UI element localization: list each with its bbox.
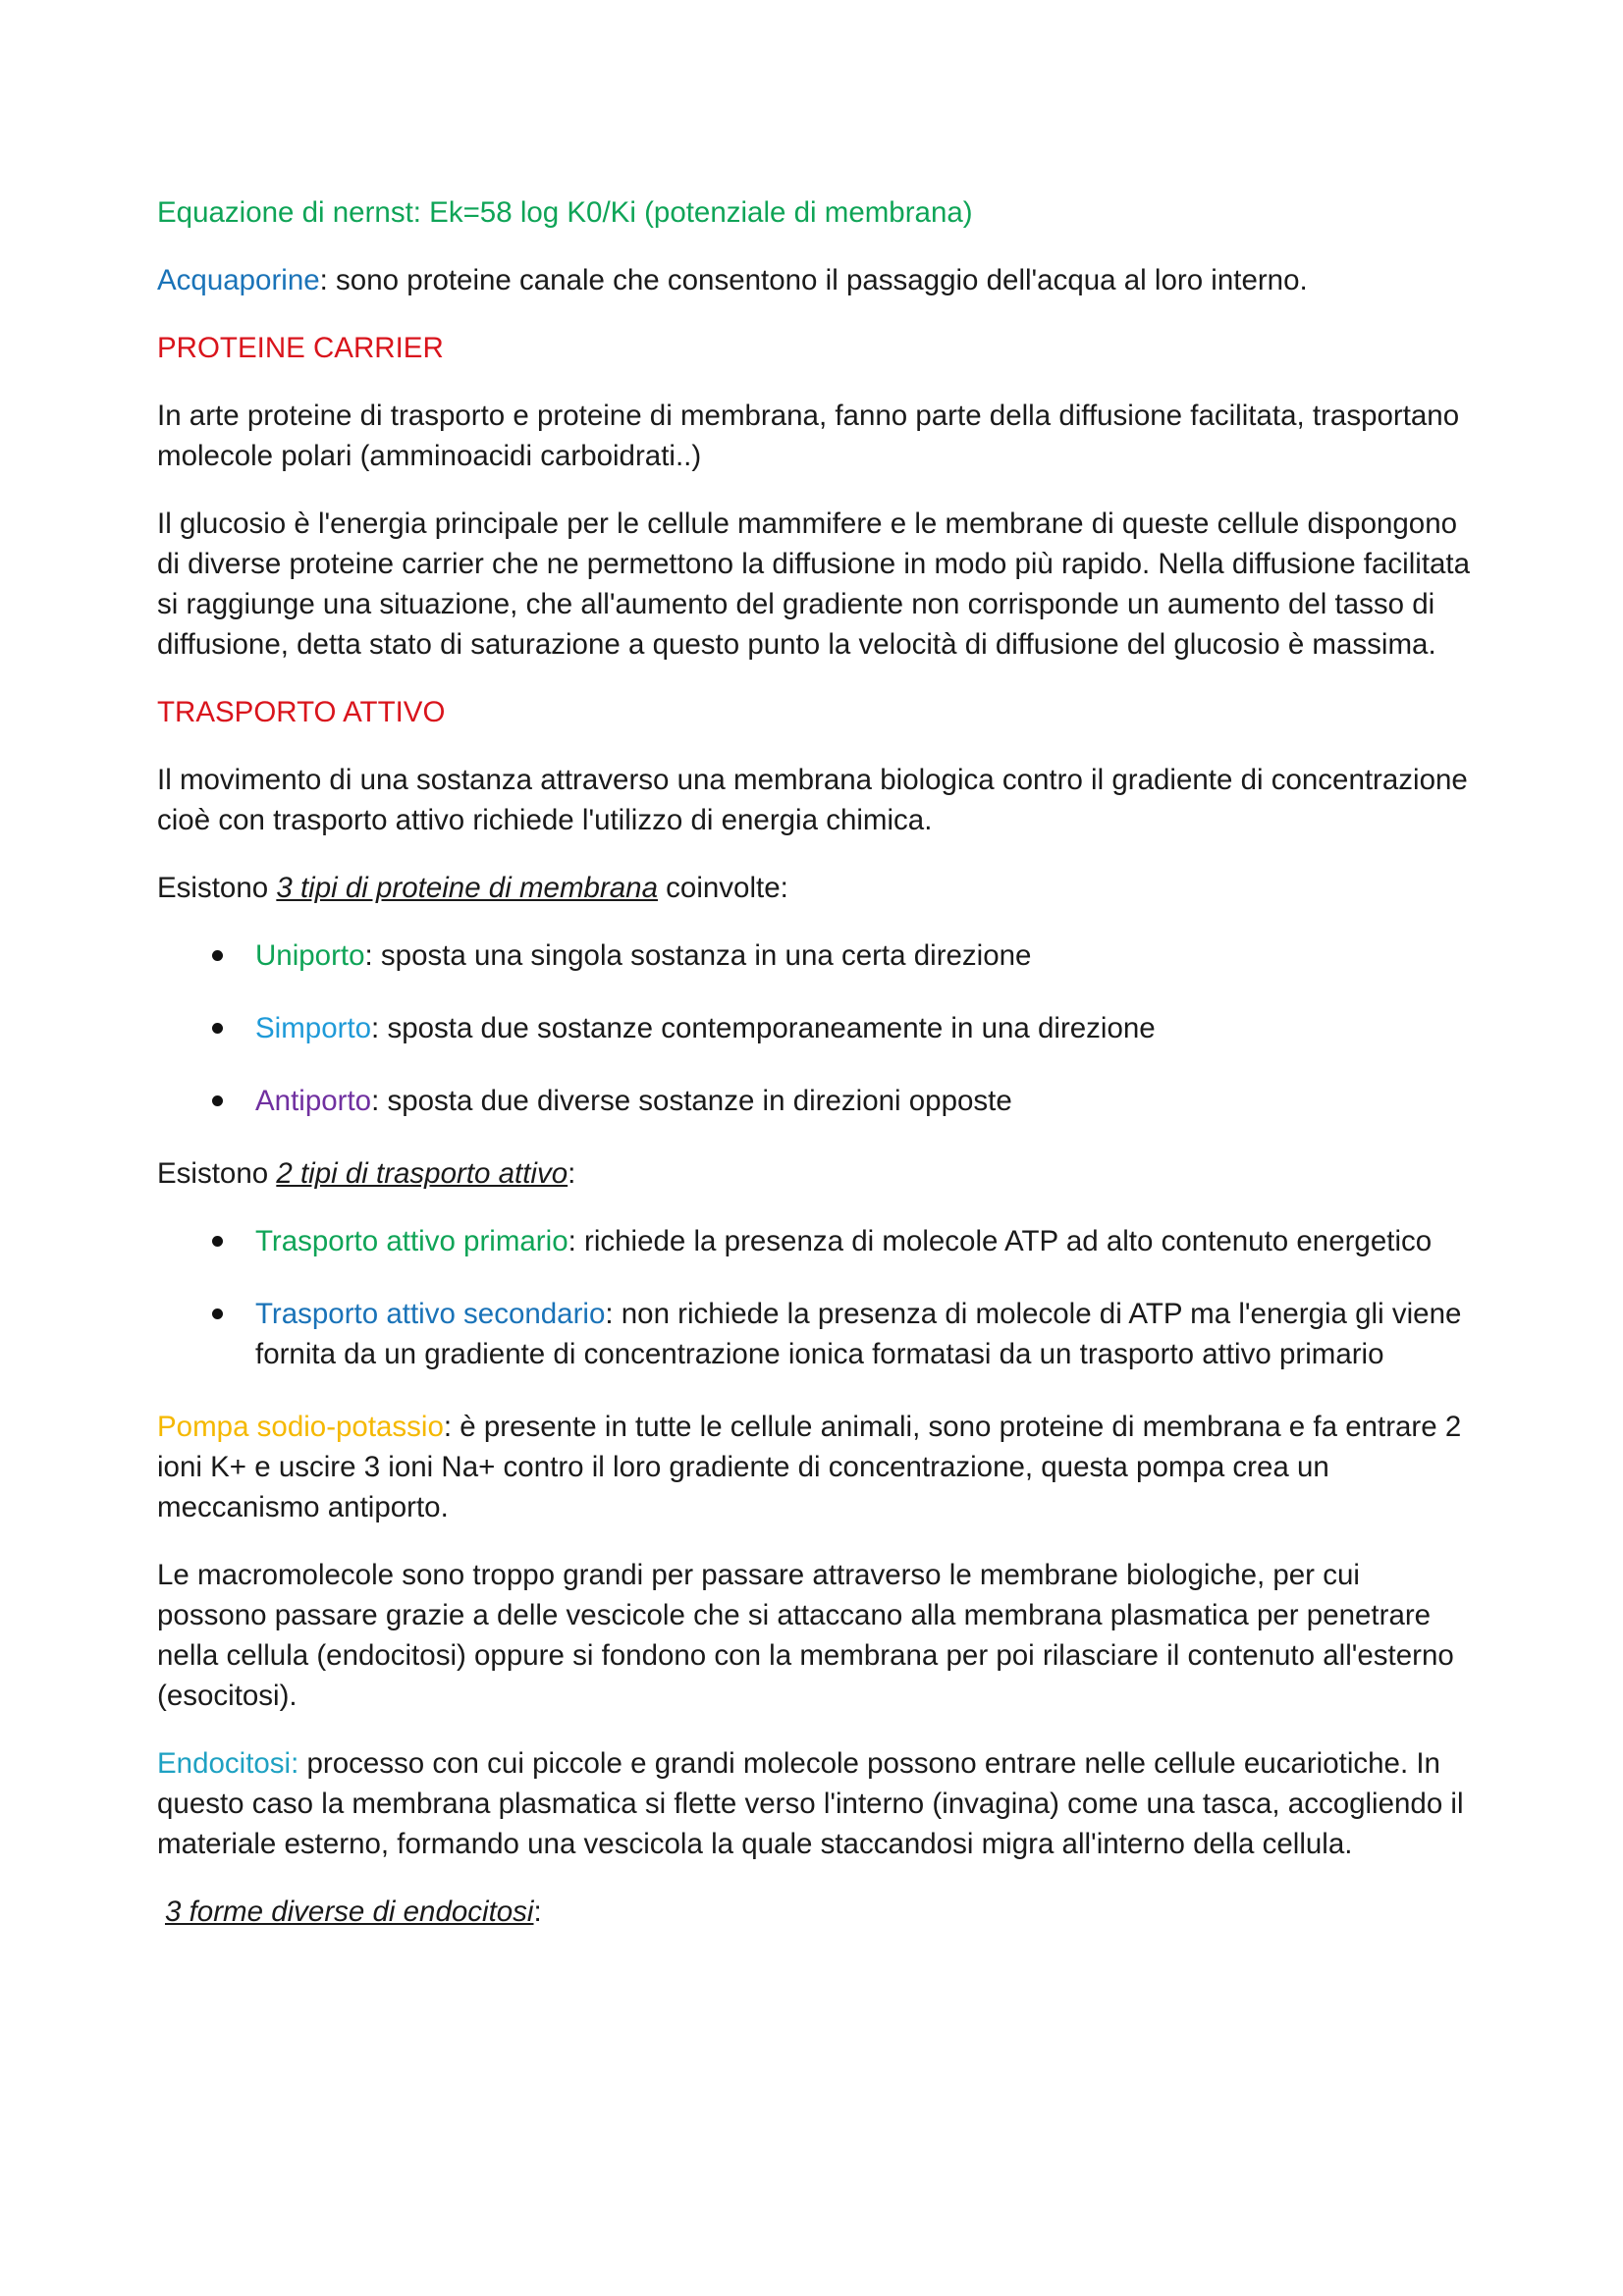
- acquaporine-term: Acquaporine: [157, 264, 320, 296]
- list-item: [157, 1221, 1476, 1261]
- transport-types-intro: [157, 1153, 1476, 1194]
- transport-types-underlined: 2 tipi di trasporto attivo: [276, 1157, 568, 1190]
- list-item: [157, 935, 1476, 976]
- transport-types-prefix: Esistono: [157, 1157, 277, 1190]
- simporto-term: Simporto: [255, 1012, 372, 1044]
- endocitosi-term: Endocitosi:: [157, 1747, 299, 1780]
- pompa-term: Pompa sodio-potassio: [157, 1411, 444, 1443]
- simporto-text: : sposta due sostanze contemporaneamente in una direzione: [371, 1012, 1156, 1044]
- endocitosi-forms-underlined: 3 forme diverse di endocitosi: [165, 1896, 534, 1928]
- bullet-icon: [212, 1308, 223, 1319]
- nernst-equation: [157, 192, 1476, 233]
- bullet-icon: [212, 1095, 223, 1106]
- list-item: [157, 1294, 1476, 1374]
- protein-types-suffix: coinvolte:: [657, 872, 788, 904]
- endocitosi-forms-suffix: :: [533, 1896, 542, 1928]
- transport-types-list: [157, 1221, 1476, 1374]
- pompa-text: : è presente in tutte le cellule animali, sono proteine di membrana e fa entrare 2 ioni K+ e uscire 3 ioni Na+ contro il loro gradiente di concentrazione, questa pompa crea un meccanismo antiporto.: [157, 1411, 1462, 1523]
- list-item: [157, 1008, 1476, 1048]
- primary-transport-term: Trasporto attivo primario: [255, 1225, 568, 1257]
- endocitosi-paragraph: [157, 1743, 1476, 1864]
- uniporto-text: : sposta una singola sostanza in una certa direzione: [364, 939, 1032, 972]
- primary-transport-text: : richiede la presenza di molecole ATP ad alto contenuto energetico: [568, 1225, 1433, 1257]
- secondary-transport-term: Trasporto attivo secondario: [255, 1298, 606, 1330]
- protein-types-list: [157, 935, 1476, 1121]
- bullet-icon: [212, 1236, 223, 1247]
- endocitosi-forms-intro: [157, 1892, 1476, 1932]
- antiporto-term: Antiporto: [255, 1085, 372, 1117]
- acquaporine-text: : sono proteine canale che consentono il passaggio dell'acqua al loro interno.: [319, 264, 1308, 296]
- protein-types-underlined: 3 tipi di proteine di membrana: [276, 872, 658, 904]
- carrier-paragraph-2: Il glucosio è l'energia principale per le cellule mammifere e le membrane di queste cellule dispongono di diverse proteine carrier che ne permettono la diffusione in modo più rapido. Nella diffusione facilitata si raggiunge una situazione, che all'aumento del gradiente non corrisponde un aumento del tasso di diffusione, detta stato di saturazione a questo punto la velocità di diffusione del glucosio è massima.: [157, 507, 1471, 661]
- antiporto-text: : sposta due diverse sostanze in direzioni opposte: [371, 1085, 1012, 1117]
- protein-types-prefix: Esistono: [157, 872, 277, 904]
- attivo-heading: TRASPORTO ATTIVO: [157, 696, 446, 728]
- bullet-icon: [212, 950, 223, 961]
- bullet-icon: [212, 1023, 223, 1034]
- carrier-paragraph-1: In arte proteine di trasporto e proteine di membrana, fanno parte della diffusione facilitata, trasportano molecole polari (amminoacidi carboidrati..): [157, 400, 1460, 472]
- macromolecole-paragraph: Le macromolecole sono troppo grandi per passare attraverso le membrane biologiche, per cui possono passare grazie a delle vescicole che si attaccano alla membrana plasmatica per penetrare nella cellula (endocitosi) oppure si fondono con la membrana per poi rilasciare il contenuto all'esterno (esocitosi).: [157, 1559, 1454, 1712]
- acquaporine-paragraph: [157, 260, 1476, 300]
- uniporto-term: Uniporto: [255, 939, 365, 972]
- attivo-paragraph-1: Il movimento di una sostanza attraverso una membrana biologica contro il gradiente di concentrazione cioè con trasporto attivo richiede l'utilizzo di energia chimica.: [157, 764, 1468, 836]
- list-item: [157, 1081, 1476, 1121]
- carrier-heading: PROTEINE CARRIER: [157, 332, 444, 364]
- endocitosi-text: processo con cui piccole e grandi molecole possono entrare nelle cellule eucariotiche. In questo caso la membrana plasmatica si flette verso l'interno (invagina) come una tasca, accogliendo il materiale esterno, formando una vescicola la quale staccandosi migra all'interno della cellula.: [157, 1747, 1464, 1860]
- secondary-transport-text: : non richiede la presenza di molecole di ATP ma l'energia gli viene fornita da un gradiente di concentrazione ionica formatasi da un trasporto attivo primario: [255, 1298, 1462, 1370]
- pompa-paragraph: [157, 1407, 1476, 1527]
- transport-types-suffix: :: [568, 1157, 576, 1190]
- protein-types-intro: [157, 868, 1476, 908]
- nernst-text: Equazione di nernst: Ek=58 log K0/Ki (potenziale di membrana): [157, 196, 973, 229]
